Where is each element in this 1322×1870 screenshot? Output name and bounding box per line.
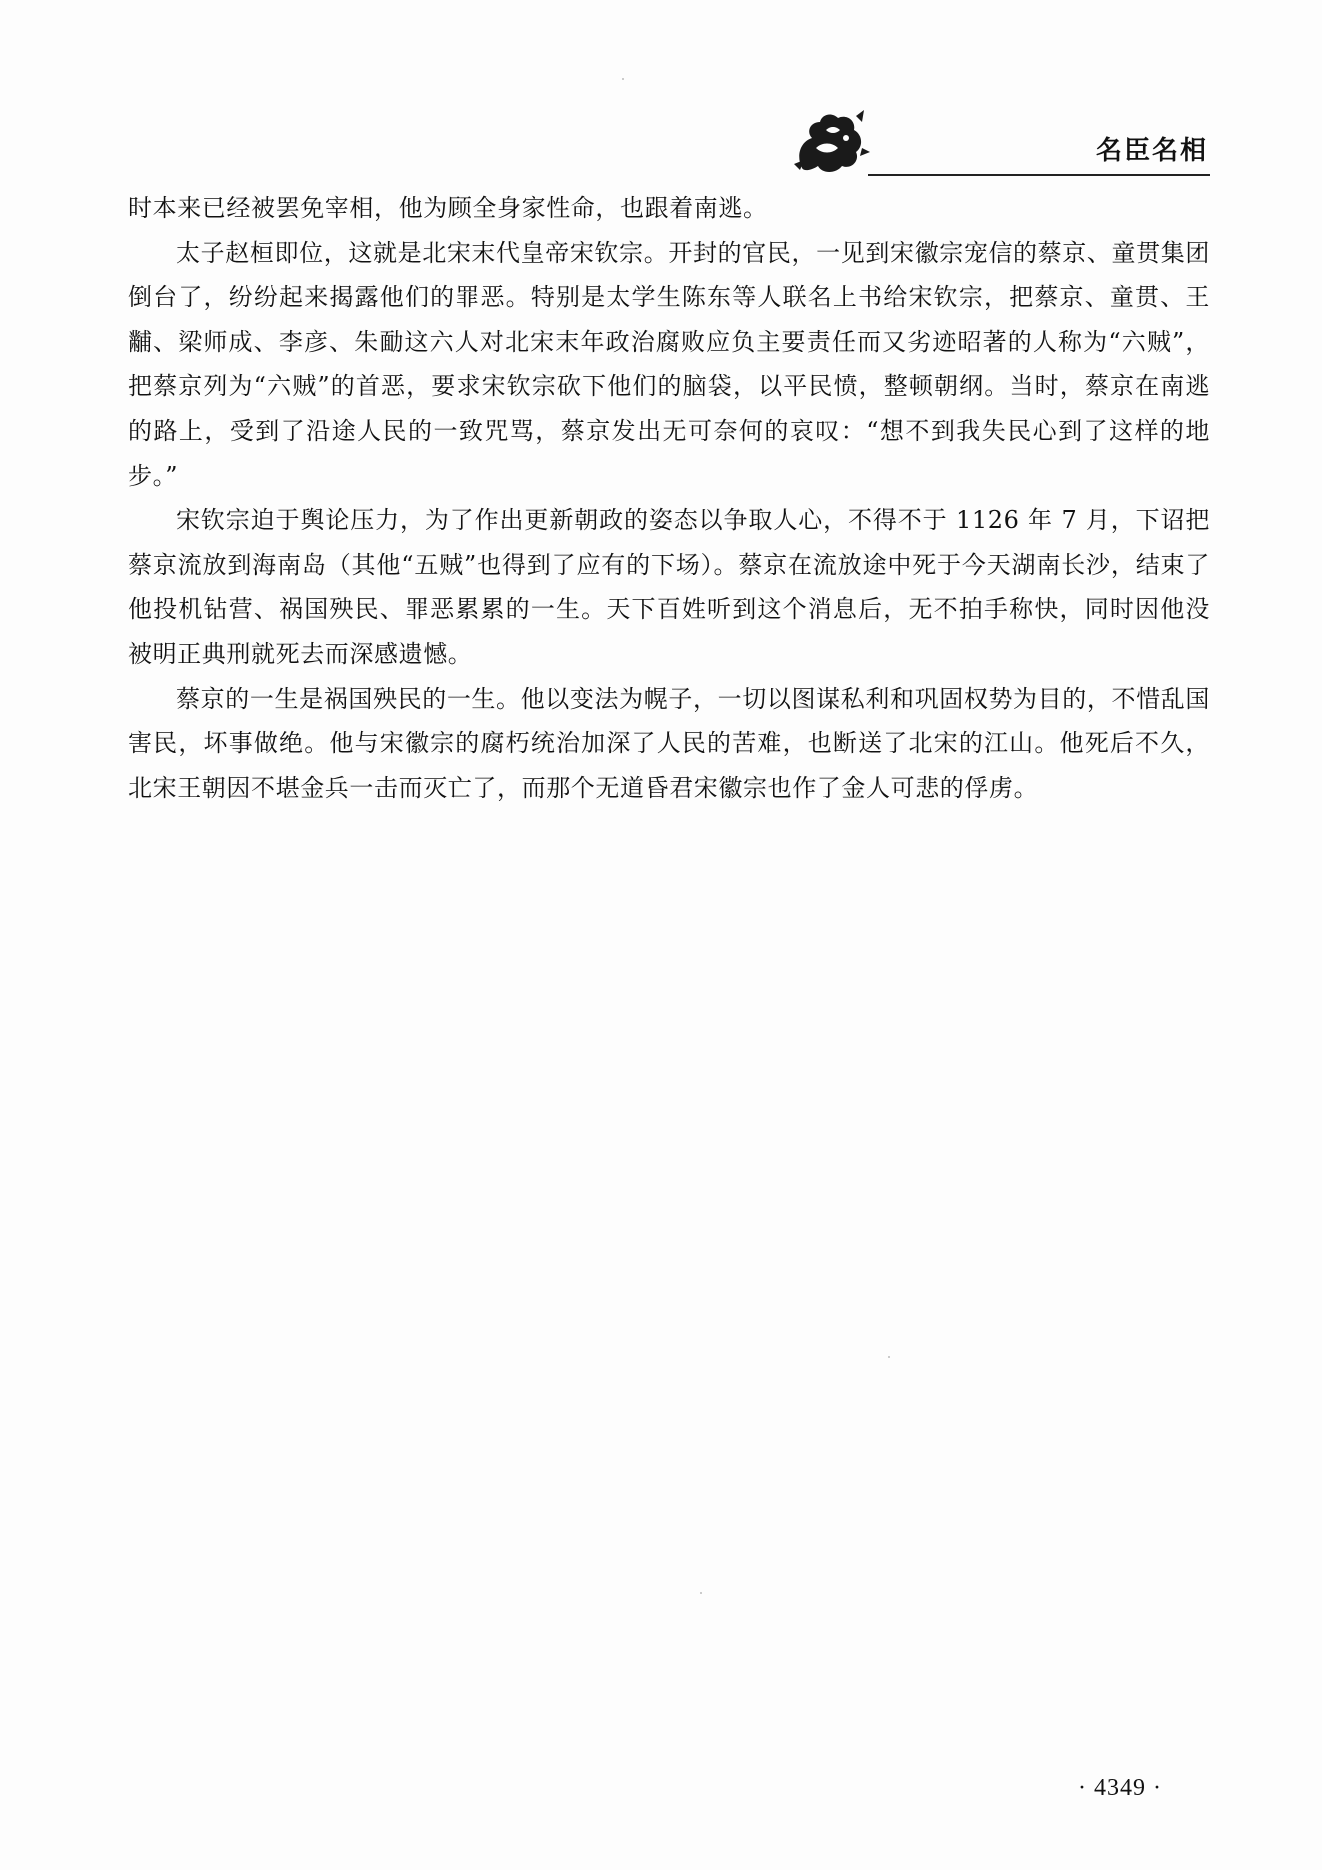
scan-speck	[888, 1356, 890, 1358]
body-text	[128, 186, 1210, 810]
scan-speck	[622, 78, 624, 80]
running-header-title: 名臣名相	[1095, 136, 1208, 166]
paragraph: 太子赵桓即位，这就是北宋末代皇帝宋钦宗。开封的官民，一见到宋徽宗宠信的蔡京、童贯集团倒台了，纷纷起来揭露他们的罪恶。特别是太学生陈东等人联名上书给宋钦宗，把蔡京、童贯、王黼、梁师成、李彦、朱勔这六人对北宋末年政治腐败应负主要责任而又劣迹昭著的人称为“六贼”，把蔡京列为“六贼”的首恶，要求宋钦宗砍下他们的脑袋，以平民愤，整顿朝纲。当时，蔡京在南逃的路上，受到了沿途人民的一致咒骂，蔡京发出无可奈何的哀叹：“想不到我失民心到了这样的地步。”	[128, 238, 1210, 490]
running-header	[790, 98, 1210, 178]
page-number: · 4349 ·	[1078, 1775, 1162, 1801]
paragraph: 宋钦宗迫于舆论压力，为了作出更新朝政的姿态以争取人心，不得不于 1126 年 7 月，下诏把蔡京流放到海南岛（其他“五贼”也得到了应有的下场）。蔡京在流放途中死于今天湖南长沙，结束了他投机钻营、祸国殃民、罪恶累累的一生。天下百姓听到这个消息后，无不拍手称快，同时因他没被明正典刑就死去而深感遗憾。	[128, 506, 1210, 668]
dragon-icon	[792, 108, 870, 176]
paragraph: 蔡京的一生是祸国殃民的一生。他以变法为幌子，一切以图谋私利和巩固权势为目的，不惜乱国害民，坏事做绝。他与宋徽宗的腐朽统治加深了人民的苦难，也断送了北宋的江山。他死后不久，北宋王朝因不堪金兵一击而灭亡了，而那个无道昏君宋徽宗也作了金人可悲的俘虏。	[128, 684, 1210, 802]
paragraph-continuation: 时本来已经被罢免宰相，他为顾全身家性命，也跟着南逃。	[128, 194, 768, 222]
header-divider	[868, 174, 1210, 176]
scan-speck	[700, 1592, 702, 1594]
